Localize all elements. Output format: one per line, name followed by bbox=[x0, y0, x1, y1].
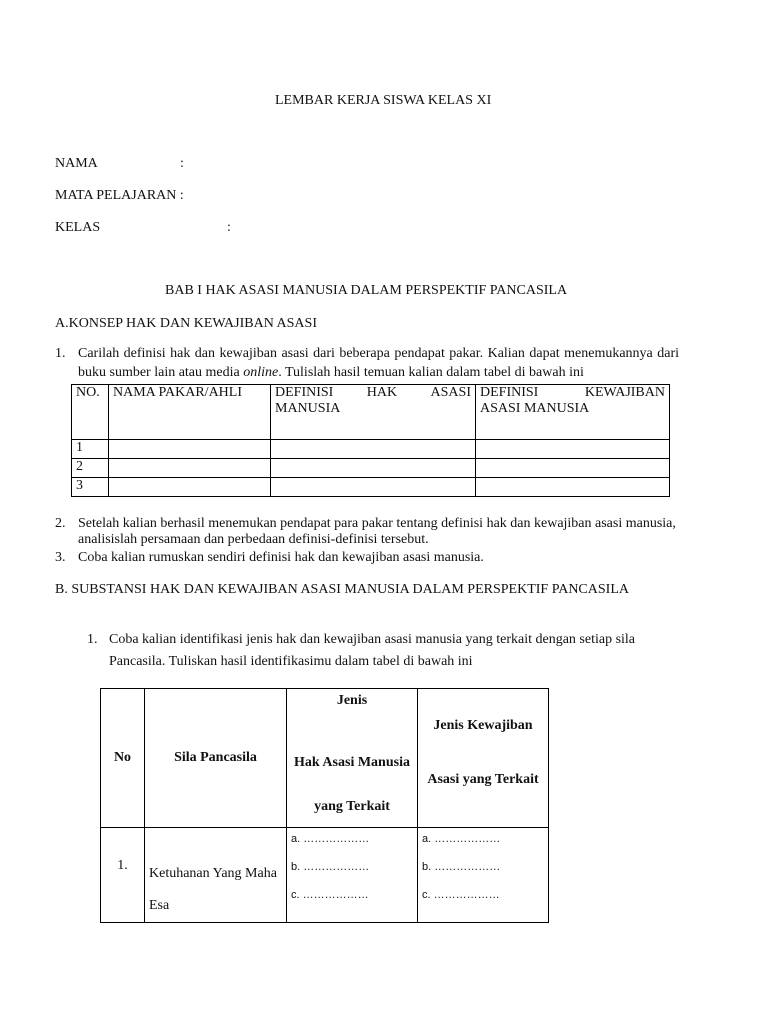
header-jenis-kewajiban-line2: Asasi yang Terkait bbox=[427, 772, 539, 787]
header-jenis-kewajiban bbox=[418, 689, 549, 828]
header-jenis-hak-line2: Hak Asasi Manusia bbox=[294, 755, 410, 770]
header-no: No bbox=[101, 689, 145, 828]
row-number-text: 1. bbox=[117, 858, 128, 873]
section-a-item1-line1: Carilah definisi hak dan kewajiban asasi dari beberapa pendapat pakar. Kalian dapat menemukannya dari bbox=[78, 346, 679, 361]
cell-sila-line2: Esa bbox=[149, 898, 170, 913]
pancasila-table bbox=[100, 688, 549, 923]
definition-table-header bbox=[72, 385, 670, 440]
header-jenis-kewajiban-line1: Jenis Kewajiban bbox=[433, 718, 533, 733]
table-row bbox=[101, 828, 549, 923]
cell-sila-text bbox=[145, 858, 286, 922]
header-no: NO. bbox=[72, 385, 109, 440]
page-title: LEMBAR KERJA SISWA KELAS XI bbox=[275, 93, 492, 108]
section-b-item1-line1: Coba kalian identifikasi jenis hak dan kewajiban asasi manusia yang terkait dengan setiap sila bbox=[109, 632, 636, 647]
section-a-item1-line2 bbox=[78, 365, 584, 381]
definition-table bbox=[71, 384, 670, 497]
field-kelas-separator: : bbox=[227, 220, 231, 235]
cell-definisi-ham[interactable] bbox=[271, 478, 476, 497]
header-definisi-ham-line2: MANUSIA bbox=[275, 401, 341, 416]
section-b-heading: B. SUBSTANSI HAK DAN KEWAJIBAN ASASI MANUSIA DALAM PERSPEKTIF PANCASILA bbox=[55, 582, 629, 597]
header-sila-pancasila: Sila Pancasila bbox=[145, 689, 287, 828]
table-row bbox=[72, 440, 670, 459]
header-definisi-ham bbox=[271, 385, 476, 440]
word: KEWAJIBAN bbox=[584, 385, 665, 400]
field-nama-separator: : bbox=[180, 156, 184, 171]
chapter-title: BAB I HAK ASASI MANUSIA DALAM PERSPEKTIF PANCASILA bbox=[165, 283, 568, 298]
header-definisi-kewajiban-line2: ASASI MANUSIA bbox=[480, 401, 590, 416]
cell-definisi-kewajiban[interactable] bbox=[476, 478, 670, 497]
word: ASASI bbox=[430, 385, 471, 400]
cell-hak-list[interactable] bbox=[287, 828, 418, 923]
hak-item-b[interactable]: b. ……………… bbox=[291, 861, 370, 873]
section-b-item1-line2: Pancasila. Tuliskan hasil identifikasimu dalam tabel di bawah ini bbox=[109, 654, 473, 669]
cell-definisi-ham[interactable] bbox=[271, 459, 476, 478]
word: HAK bbox=[366, 385, 398, 400]
row-number: 1 bbox=[72, 440, 109, 459]
field-mata-pelajaran-label: MATA PELAJARAN : bbox=[55, 188, 184, 203]
cell-definisi-ham[interactable] bbox=[271, 440, 476, 459]
cell-nama-pakar[interactable] bbox=[109, 478, 271, 497]
cell-nama-pakar[interactable] bbox=[109, 440, 271, 459]
field-nama-label: NAMA bbox=[55, 156, 98, 171]
cell-sila bbox=[145, 828, 287, 923]
header-jenis-hak-line1: Jenis bbox=[336, 693, 368, 708]
field-kelas-label: KELAS bbox=[55, 220, 101, 235]
hak-item-c[interactable]: c. ……………… bbox=[291, 889, 369, 901]
section-a-item3-line1: Coba kalian rumuskan sendiri definisi hak dan kewajiban asasi manusia. bbox=[78, 550, 484, 565]
section-b-item1-number: 1. bbox=[87, 632, 98, 647]
item1-line2-online: online bbox=[243, 365, 279, 380]
cell-definisi-kewajiban[interactable] bbox=[476, 459, 670, 478]
header-jenis-hak bbox=[287, 689, 418, 828]
word: DEFINISI bbox=[275, 385, 334, 400]
header-definisi-kewajiban-line1 bbox=[480, 385, 665, 401]
section-a-item3-number: 3. bbox=[55, 550, 66, 565]
section-a-heading: A.KONSEP HAK DAN KEWAJIBAN ASASI bbox=[55, 316, 317, 331]
item1-line2-start: buku sumber lain atau media bbox=[78, 365, 244, 380]
row-number bbox=[101, 828, 145, 923]
kewajiban-item-c[interactable]: c. ……………… bbox=[422, 889, 500, 901]
row-number: 3 bbox=[72, 478, 109, 497]
word: DEFINISI bbox=[480, 385, 539, 400]
section-a-item2-line1: Setelah kalian berhasil menemukan pendapat para pakar tentang definisi hak dan kewajiban asasi manusia, bbox=[78, 516, 676, 531]
cell-definisi-kewajiban[interactable] bbox=[476, 440, 670, 459]
section-a-item2-line2: analisislah persamaan dan perbedaan definisi-definisi tersebut. bbox=[78, 532, 429, 547]
cell-kewajiban-list[interactable] bbox=[418, 828, 549, 923]
item1-line2-end: . Tulislah hasil temuan kalian dalam tabel di bawah ini bbox=[278, 365, 584, 380]
header-nama-pakar: NAMA PAKAR/AHLI bbox=[109, 385, 271, 440]
table-row bbox=[72, 478, 670, 497]
table-row bbox=[72, 459, 670, 478]
kewajiban-item-a[interactable]: a. ……………… bbox=[422, 833, 501, 845]
header-jenis-hak-line3: yang Terkait bbox=[314, 799, 390, 814]
kewajiban-item-b[interactable]: b. ……………… bbox=[422, 861, 501, 873]
row-number: 2 bbox=[72, 459, 109, 478]
hak-item-a[interactable]: a. ……………… bbox=[291, 833, 370, 845]
cell-sila-line1: Ketuhanan Yang Maha bbox=[149, 866, 277, 881]
header-definisi-ham-line1 bbox=[275, 385, 471, 401]
section-a-item2-number: 2. bbox=[55, 516, 66, 531]
cell-nama-pakar[interactable] bbox=[109, 459, 271, 478]
section-a-item1-number: 1. bbox=[55, 346, 66, 361]
pancasila-table-header bbox=[101, 689, 549, 828]
header-definisi-kewajiban bbox=[476, 385, 670, 440]
